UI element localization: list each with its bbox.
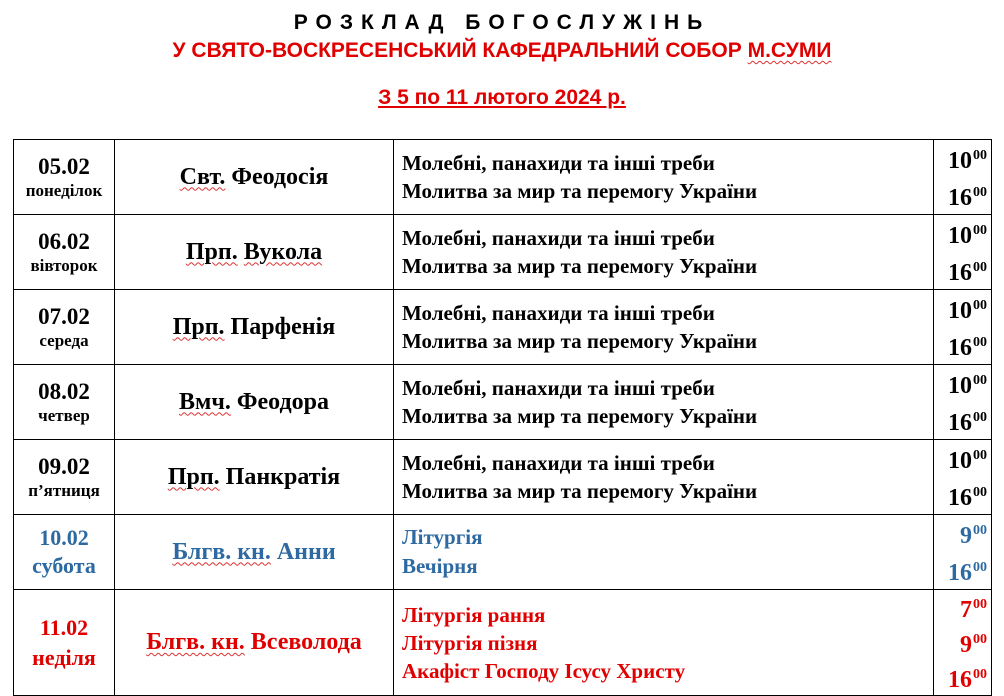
service-item: Молитва за мир та перемогу України — [402, 479, 758, 503]
services-cell — [394, 140, 934, 215]
times-cell — [934, 290, 992, 365]
schedule-table — [13, 139, 992, 696]
weekday: субота — [32, 553, 96, 578]
service-item: Молебні, панахиди та інші треби — [402, 376, 715, 400]
date: 05.02 — [38, 154, 90, 179]
date-cell — [14, 440, 115, 515]
schedule-row — [14, 290, 992, 365]
service-item: Літургія рання — [402, 602, 546, 627]
weekday: вівторок — [30, 256, 98, 275]
service-item: Молитва за мир та перемогу України — [402, 179, 758, 203]
date-cell — [14, 140, 115, 215]
saint-cell — [115, 365, 394, 440]
service-time: $16^{00}$ — [948, 485, 987, 511]
schedule-row — [14, 365, 992, 440]
schedule-period: З 5 по 11 лютого 2024 р. — [378, 86, 626, 109]
saint-name: Анни — [276, 538, 336, 565]
saint-cell — [115, 290, 394, 365]
cathedral-city: М.СУМИ — [747, 39, 832, 62]
service-time: $16^{00}$ — [948, 185, 987, 211]
service-time: $16^{00}$ — [948, 560, 987, 586]
saint-prefix: Свт. — [179, 163, 226, 190]
saint-name: Парфенія — [230, 313, 336, 340]
times-cell — [934, 515, 992, 590]
saint-name: Всеволода — [250, 629, 362, 655]
service-time: $10^{00}$ — [948, 223, 987, 249]
times-cell — [934, 215, 992, 290]
saint-cell — [115, 515, 394, 590]
date-cell — [14, 290, 115, 365]
service-item: Молитва за мир та перемогу України — [402, 329, 758, 353]
date: 08.02 — [38, 379, 90, 404]
times-cell — [934, 365, 992, 440]
saint-prefix: Вмч. — [179, 388, 231, 415]
saint-name: Панкратія — [225, 463, 341, 490]
services-cell — [394, 515, 934, 590]
services-cell — [394, 290, 934, 365]
saint-prefix: Прп. — [167, 463, 220, 490]
saint-cell — [115, 440, 394, 515]
page-title: РОЗКЛАД БОГОСЛУЖІНЬ — [293, 11, 711, 34]
service-time: $10^{00}$ — [948, 148, 987, 174]
date: 07.02 — [38, 304, 90, 329]
service-item: Молебні, панахиди та інші треби — [402, 301, 715, 325]
service-item: Молебні, панахиди та інші треби — [402, 151, 715, 175]
service-time: $9^{00}$ — [960, 523, 987, 549]
cathedral-line — [0, 39, 1004, 63]
schedule-row — [14, 215, 992, 290]
weekday: п’ятниця — [28, 481, 100, 500]
service-time: $7^{00}$ — [960, 597, 987, 623]
date-cell — [14, 215, 115, 290]
schedule-row-saturday — [14, 515, 992, 590]
service-item: Молебні, панахиди та інші треби — [402, 451, 715, 475]
saint-prefix: Прп. — [172, 313, 225, 340]
service-time: $16^{00}$ — [948, 410, 987, 436]
saint-cell — [115, 215, 394, 290]
weekday: понеділок — [25, 181, 103, 200]
saint-name: Феодора — [236, 388, 329, 415]
weekday: середа — [39, 331, 89, 350]
date-cell — [14, 365, 115, 440]
date: 10.02 — [39, 525, 89, 550]
times-cell — [934, 140, 992, 215]
times-cell — [934, 440, 992, 515]
date: 09.02 — [38, 454, 90, 479]
services-cell — [394, 365, 934, 440]
cathedral-name: У СВЯТО-ВОСКРЕСЕНСЬКИЙ КАФЕДРАЛЬНИЙ СОБОР — [172, 39, 748, 62]
schedule-row — [14, 440, 992, 515]
service-time: $10^{00}$ — [948, 298, 987, 324]
date: 06.02 — [38, 229, 90, 254]
service-item: Літургія — [402, 525, 483, 549]
service-item: Молитва за мир та перемогу України — [402, 254, 758, 278]
weekday: четвер — [38, 406, 90, 425]
service-time: $10^{00}$ — [948, 373, 987, 399]
service-time: $16^{00}$ — [948, 667, 987, 693]
date-cell — [14, 515, 115, 590]
service-item: Літургія пізня — [402, 630, 538, 655]
date: 11.02 — [39, 614, 89, 640]
weekday: неділя — [32, 644, 96, 670]
saint-prefix: Блгв. кн. — [146, 629, 245, 655]
saint-cell — [115, 140, 394, 215]
services-cell — [394, 215, 934, 290]
service-time: $10^{00}$ — [948, 448, 987, 474]
service-time: $16^{00}$ — [948, 260, 987, 286]
schedule-row — [14, 140, 992, 215]
service-item: Молитва за мир та перемогу України — [402, 404, 758, 428]
services-cell — [394, 440, 934, 515]
service-time: $9^{00}$ — [960, 632, 987, 658]
service-item: Вечірня — [402, 554, 478, 578]
service-time: $16^{00}$ — [948, 335, 987, 361]
saint-name: Феодосія — [231, 163, 329, 190]
saint-name: Вукола — [243, 238, 323, 265]
service-item: Молебні, панахиди та інші треби — [402, 226, 715, 250]
saint-prefix: Блгв. кн. — [172, 538, 271, 565]
saint-prefix: Прп. — [185, 238, 238, 265]
service-item: Акафіст Господу Ісусу Христу — [402, 658, 686, 683]
